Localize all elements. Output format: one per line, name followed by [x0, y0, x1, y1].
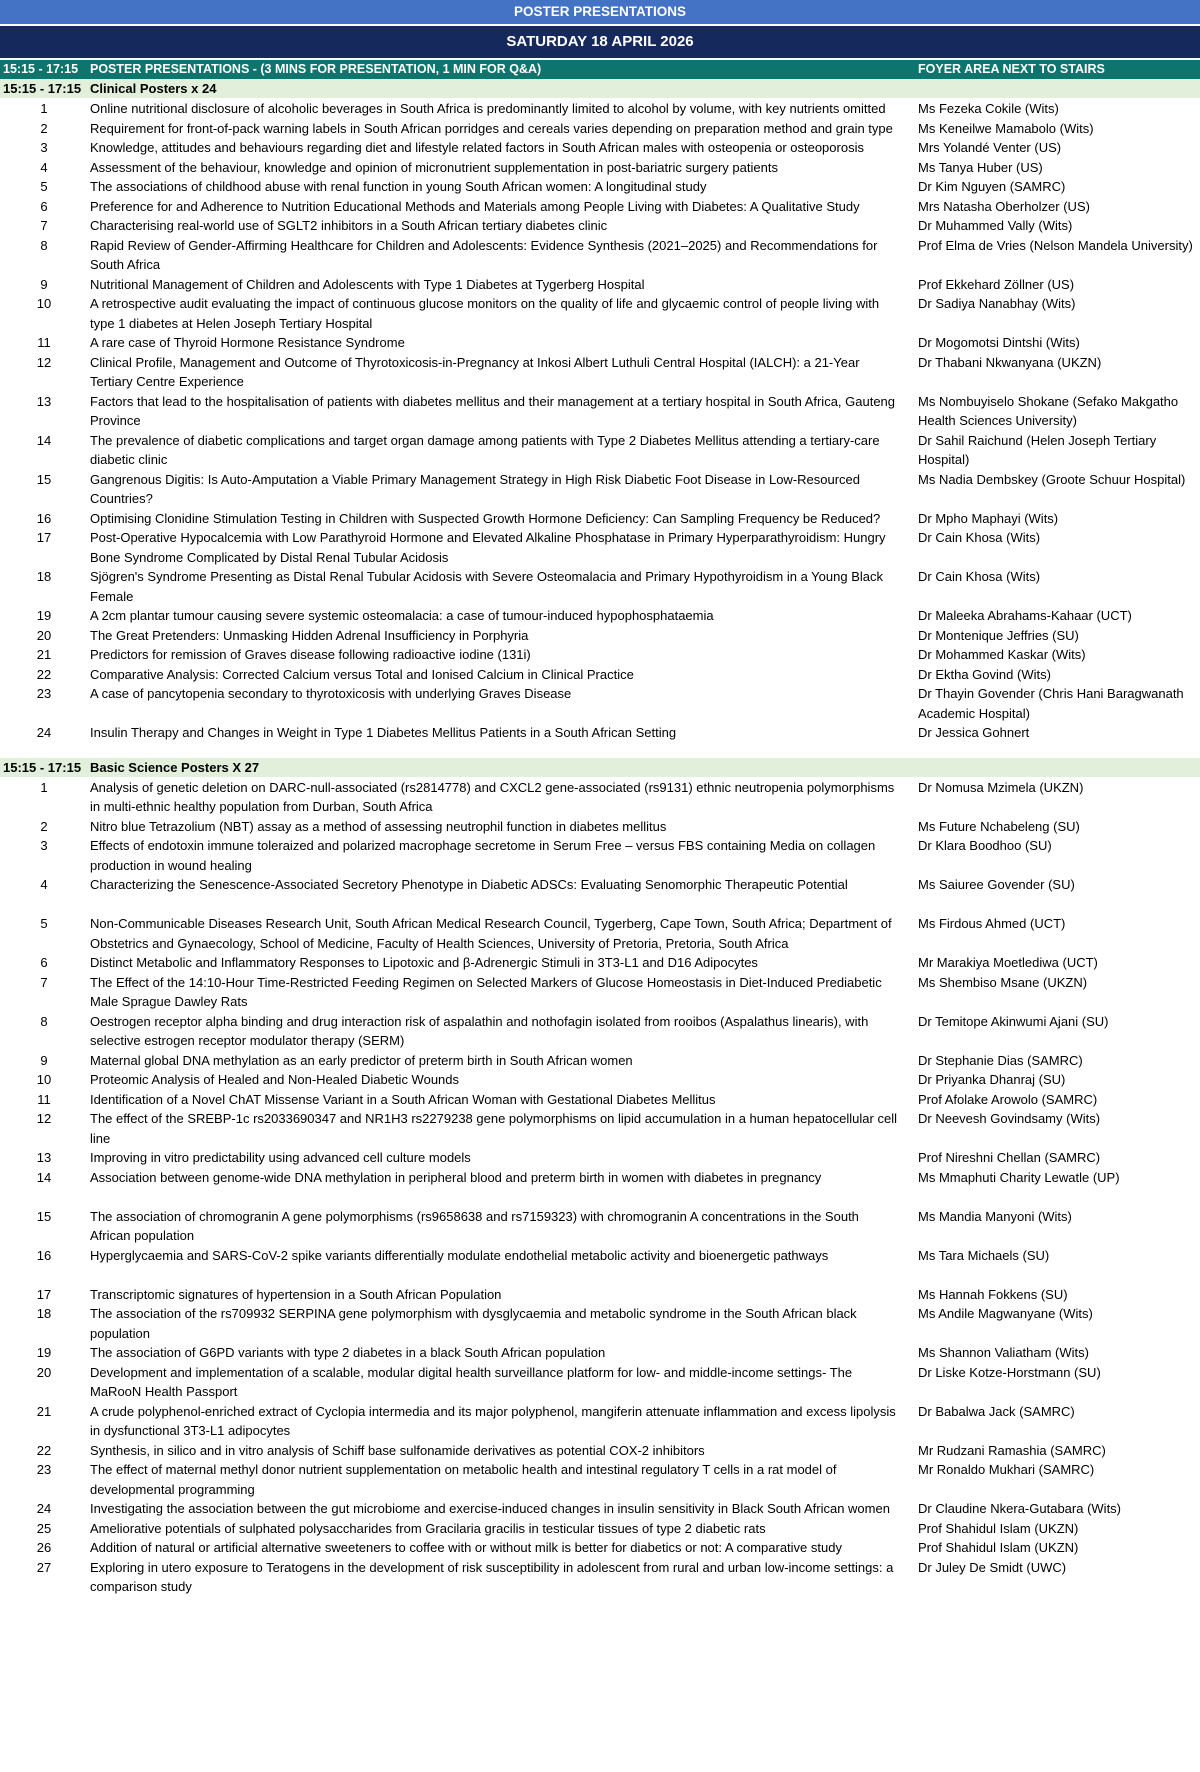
poster-row [0, 1499, 1200, 1519]
poster-row [0, 1285, 1200, 1305]
poster-row [0, 1363, 1200, 1402]
section-title: Clinical Posters x 24 [90, 81, 217, 96]
poster-title: The effect of the SREBP-1c rs2033690347 and NR1H3 rs2279238 gene polymorphisms on lipid accumulation in a human hepatocellular cell line [90, 1111, 897, 1146]
document-title-bar [0, 0, 1200, 24]
poster-row [0, 158, 1200, 178]
poster-number: 1 [40, 779, 48, 795]
poster-title: Gangrenous Digitis: Is Auto-Amputation a Viable Primary Management Strategy in High Risk Diabetic Foot Disease in Low-Resourced Countries? [90, 471, 861, 506]
poster-presenter: Ms Future Nchabeleng (SU) [918, 818, 1080, 834]
poster-number: 5 [40, 916, 48, 931]
poster-row [0, 1343, 1200, 1363]
poster-title: Maternal global DNA methylation as an early predictor of preterm birth in South African women [90, 1052, 633, 1068]
poster-presenter: Ms Mmaphuti Charity Lewatle (UP) [918, 1169, 1120, 1185]
poster-number: 1 [40, 101, 48, 116]
session-header-row [0, 58, 1200, 79]
poster-presenter: Ms Saiuree Govender (SU) [918, 877, 1075, 892]
poster-presenter: Dr Sahil Raichund (Helen Joseph Tertiary Hospital) [918, 432, 1157, 467]
poster-row [0, 177, 1200, 197]
poster-presenter: Dr Temitope Akinwumi Ajani (SU) [918, 1013, 1109, 1029]
poster-presenter: Dr Klara Boodhoo (SU) [918, 838, 1052, 853]
poster-presenter: Dr Juley De Smidt (UWC) [918, 1559, 1067, 1575]
poster-presenter: Ms Tara Michaels (SU) [918, 1247, 1050, 1263]
poster-presenter: Dr Thayin Govender (Chris Hani Baragwanath Academic Hospital) [918, 686, 1184, 721]
poster-row [0, 684, 1200, 723]
poster-title: Nutritional Management of Children and Adolescents with Type 1 Diabetes at Tygerberg Hospital [90, 276, 645, 292]
poster-number: 2 [40, 120, 48, 136]
poster-number: 24 [36, 1501, 52, 1516]
poster-presenter: Dr Babalwa Jack (SAMRC) [918, 1403, 1075, 1419]
poster-title: Sjögren's Syndrome Presenting as Distal Renal Tubular Acidosis with Severe Osteomalacia and Primary Hypothyroidism in a Young Black Female [90, 569, 883, 604]
section-clinical-posters [0, 79, 1200, 743]
poster-title: Online nutritional disclosure of alcoholic beverages in South Africa is predominantly limited to alcohol by volume, with key nutrients omitted [90, 101, 886, 116]
poster-presenter: Ms Hannah Fokkens (SU) [918, 1286, 1068, 1302]
poster-title: The association of chromogranin A gene polymorphisms (rs9658638 and rs7159323) with chromogranin A concentrations in the South African population [90, 1208, 859, 1243]
poster-title: Addition of natural or artificial alternative sweeteners to coffee with or without milk is better for diabetics or not: A comparative study [90, 1540, 842, 1555]
poster-row [0, 119, 1200, 139]
poster-title: A retrospective audit evaluating the impact of continuous glucose monitors on the quality of life and glycaemic control of people living with type 1 diabetes at Helen Joseph Tertiary Hospital [90, 296, 880, 331]
poster-number: 6 [40, 198, 48, 214]
poster-number: 26 [36, 1540, 52, 1555]
poster-row [0, 1460, 1200, 1499]
poster-row [0, 1051, 1200, 1071]
poster-title: Assessment of the behaviour, knowledge and opinion of micronutrient supplementation in post-bariatric surgery patients [90, 159, 778, 175]
poster-number: 25 [36, 1520, 52, 1536]
poster-title: Analysis of genetic deletion on DARC-null-associated (rs2814778) and CXCL2 gene-associated (rs9131) ethnic neutropenia polymorphisms in multi-ethnic healthy population from Durban, South Africa [90, 779, 895, 814]
poster-presenter: Dr Mogomotsi Dintshi (Wits) [918, 335, 1080, 350]
poster-row [0, 1441, 1200, 1461]
poster-number: 21 [36, 647, 52, 662]
poster-title: Effects of endotoxin immune toleraized and polarized macrophage secretome in Serum Free – versus FBS containing Media on collagen production in wound healing [90, 838, 876, 873]
poster-number: 7 [40, 974, 48, 990]
poster-row [0, 914, 1200, 953]
poster-row [0, 1070, 1200, 1090]
poster-number: 8 [40, 1013, 48, 1029]
poster-number: 23 [36, 686, 52, 701]
poster-presenter: Dr Ektha Govind (Wits) [918, 666, 1051, 682]
section-title: Basic Science Posters X 27 [90, 759, 260, 775]
poster-title: The effect of maternal methyl donor nutrient supplementation on metabolic health and intestinal regulatory T cells in a rat model of developmental programming [90, 1462, 837, 1497]
poster-row [0, 1246, 1200, 1266]
poster-row [0, 973, 1200, 1012]
poster-row [0, 1558, 1200, 1597]
poster-presenter: Dr Muhammed Vally (Wits) [918, 218, 1073, 233]
poster-title: Characterising real-world use of SGLT2 inhibitors in a South African tertiary diabetes clinic [90, 218, 608, 233]
poster-presenter: Ms Fezeka Cokile (Wits) [918, 101, 1059, 116]
poster-number: 17 [36, 1286, 52, 1302]
poster-row [0, 1148, 1200, 1168]
poster-number: 22 [36, 1442, 52, 1458]
poster-presenter: Prof Elma de Vries (Nelson Mandela University) [918, 237, 1193, 253]
section-header [0, 79, 1200, 98]
poster-presenter: Dr Thabani Nkwanyana (UKZN) [918, 354, 1102, 370]
poster-row [0, 294, 1200, 333]
poster-presenter: Dr Kim Nguyen (SAMRC) [918, 179, 1066, 194]
poster-number: 21 [36, 1403, 52, 1419]
poster-presenter: Mr Marakiya Moetlediwa (UCT) [918, 955, 1098, 970]
poster-row [0, 197, 1200, 217]
poster-presenter: Ms Firdous Ahmed (UCT) [918, 916, 1066, 931]
poster-row [0, 1168, 1200, 1188]
poster-row [0, 1109, 1200, 1148]
poster-number: 11 [37, 335, 51, 350]
session-location: FOYER AREA NEXT TO STAIRS [918, 62, 1105, 76]
poster-row [0, 470, 1200, 509]
poster-row [0, 875, 1200, 895]
poster-presenter: Dr Stephanie Dias (SAMRC) [918, 1052, 1083, 1068]
poster-presenter: Ms Tanya Huber (US) [918, 159, 1043, 175]
poster-number: 22 [36, 666, 52, 682]
poster-title: A rare case of Thyroid Hormone Resistance Syndrome [90, 335, 405, 350]
poster-row [0, 1519, 1200, 1539]
poster-number: 24 [36, 725, 52, 740]
poster-presenter: Ms Nadia Dembskey (Groote Schuur Hospital) [918, 471, 1186, 487]
poster-title: Characterizing the Senescence-Associated Secretory Phenotype in Diabetic ADSCs: Evaluating Senomorphic Therapeutic Potential [90, 877, 848, 892]
poster-number: 10 [36, 296, 52, 311]
poster-number: 27 [36, 1559, 52, 1575]
poster-row [0, 216, 1200, 236]
poster-title: Nitro blue Tetrazolium (NBT) assay as a method of assessing neutrophil function in diabetes mellitus [90, 818, 667, 834]
poster-row [0, 817, 1200, 837]
poster-presenter: Dr Liske Kotze-Horstmann (SU) [918, 1364, 1101, 1380]
poster-presenter: Mrs Yolandé Venter (US) [918, 140, 1062, 155]
poster-title: Optimising Clonidine Stimulation Testing in Children with Suspected Growth Hormone Deficiency: Can Sampling Frequency be Reduced? [90, 510, 881, 526]
poster-title: Investigating the association between the gut microbiome and exercise-induced changes in insulin sensitivity in Black South African women [90, 1501, 890, 1516]
poster-number: 12 [36, 354, 52, 370]
poster-row [0, 431, 1200, 470]
poster-row [0, 626, 1200, 646]
poster-row [0, 99, 1200, 119]
poster-title: Insulin Therapy and Changes in Weight in Type 1 Diabetes Mellitus Patients in a South African Setting [90, 725, 677, 740]
section-time: 15:15 - 17:15 [3, 759, 82, 775]
poster-row [0, 1207, 1200, 1246]
poster-list-clinical [0, 98, 1200, 743]
poster-number: 17 [36, 530, 52, 545]
poster-title: The prevalence of diabetic complications and target organ damage among patients with Type 2 Diabetes Mellitus attending a tertiary-care diabetic clinic [90, 432, 880, 467]
poster-title: Predictors for remission of Graves disease following radioactive iodine (131i) [90, 647, 531, 662]
poster-presenter: Prof Afolake Arowolo (SAMRC) [918, 1091, 1098, 1107]
poster-title: Hyperglycaemia and SARS-CoV-2 spike variants differentially modulate endothelial metabolic activity and bioenergetic pathways [90, 1247, 829, 1263]
poster-title: Factors that lead to the hospitalisation of patients with diabetes mellitus and their management at a tertiary hospital in South Africa, Gauteng Province [90, 393, 896, 428]
poster-presenter: Mrs Natasha Oberholzer (US) [918, 198, 1090, 214]
poster-presenter: Dr Priyanka Dhanraj (SU) [918, 1072, 1066, 1087]
poster-presenter: Prof Nireshni Chellan (SAMRC) [918, 1150, 1101, 1165]
poster-row [0, 836, 1200, 875]
poster-number: 3 [40, 140, 48, 155]
poster-number: 13 [36, 393, 52, 409]
poster-row [0, 567, 1200, 606]
poster-number: 3 [40, 838, 48, 853]
poster-row [0, 528, 1200, 567]
poster-title: Development and implementation of a scalable, modular digital health surveillance platform for low- and middle-income settings- The MaRooN Health Passport [90, 1364, 853, 1399]
poster-row [0, 333, 1200, 353]
poster-title: The Effect of the 14:10-Hour Time-Restricted Feeding Regimen on Selected Markers of Glucose Homeostasis in Diet-Induced Prediabetic Male Sprague Dawley Rats [90, 974, 882, 1009]
poster-title: A case of pancytopenia secondary to thyrotoxicosis with underlying Graves Disease [90, 686, 572, 701]
document-title: POSTER PRESENTATIONS [513, 4, 687, 19]
poster-presenter: Dr Nomusa Mzimela (UKZN) [918, 779, 1084, 795]
poster-number: 11 [37, 1091, 51, 1107]
poster-number: 18 [36, 569, 52, 584]
poster-number: 4 [40, 159, 48, 175]
poster-title: Synthesis, in silico and in vitro analysis of Schiff base sulfonamide derivatives as potential COX-2 inhibitors [90, 1442, 705, 1458]
poster-row [0, 606, 1200, 626]
poster-presenter: Dr Mpho Maphayi (Wits) [918, 510, 1059, 526]
section-time: 15:15 - 17:15 [3, 81, 82, 96]
poster-number: 14 [36, 432, 52, 448]
poster-presenter: Dr Mohammed Kaskar (Wits) [918, 647, 1086, 662]
poster-title: Post-Operative Hypocalcemia with Low Parathyroid Hormone and Elevated Alkaline Phosphatase in Primary Hyperparathyroidism: Hungry Bone Syndrome Complicated by Distal Renal Tubular Acidosis [90, 530, 886, 565]
poster-row [0, 275, 1200, 295]
poster-number: 7 [40, 218, 48, 233]
poster-title: Clinical Profile, Management and Outcome of Thyrotoxicosis-in-Pregnancy at Inkosi Albert Luthuli Central Hospital (IALCH): a 21-Year Tertiary Centre Experience [90, 354, 860, 389]
poster-presenter: Dr Sadiya Nanabhay (Wits) [918, 296, 1076, 311]
poster-number: 23 [36, 1462, 52, 1477]
poster-presenter: Dr Jessica Gohnert [918, 725, 1030, 740]
poster-row [0, 1304, 1200, 1343]
poster-number: 15 [36, 471, 52, 487]
poster-row [0, 353, 1200, 392]
poster-row [0, 1538, 1200, 1558]
poster-title: Proteomic Analysis of Healed and Non-Healed Diabetic Wounds [90, 1072, 460, 1087]
poster-presenter: Dr Claudine Nkera-Gutabara (Wits) [918, 1501, 1122, 1516]
poster-presenter: Ms Nombuyiselo Shokane (Sefako Makgatho Health Sciences University) [918, 393, 1179, 428]
poster-row [0, 723, 1200, 743]
poster-presenter: Dr Cain Khosa (Wits) [918, 569, 1041, 584]
section-header [0, 758, 1200, 777]
poster-presenter: Ms Keneilwe Mamabolo (Wits) [918, 120, 1094, 136]
poster-number: 2 [40, 818, 48, 834]
poster-number: 5 [40, 179, 48, 194]
poster-number: 14 [36, 1169, 52, 1185]
poster-number: 4 [40, 877, 48, 892]
poster-number: 16 [36, 1247, 52, 1263]
poster-number: 19 [36, 608, 52, 623]
poster-number: 10 [36, 1072, 52, 1087]
poster-title: Improving in vitro predictability using advanced cell culture models [90, 1150, 471, 1165]
poster-presenter: Dr Cain Khosa (Wits) [918, 530, 1041, 545]
poster-title: The Great Pretenders: Unmasking Hidden Adrenal Insufficiency in Porphyria [90, 627, 529, 643]
poster-number: 16 [36, 510, 52, 526]
poster-title: A crude polyphenol-enriched extract of Cyclopia intermedia and its major polyphenol, mangiferin attenuate inflammation and excess lipolysis in dysfunctional 3T3-L1 adipocytes [90, 1403, 896, 1438]
poster-number: 15 [36, 1208, 52, 1224]
poster-title: Preference for and Adherence to Nutrition Educational Methods and Materials among People Living with Diabetes: A Qualitative Study [90, 198, 860, 214]
poster-number: 6 [40, 955, 48, 970]
poster-title: The associations of childhood abuse with renal function in young South African women: A longitudinal study [90, 179, 707, 194]
poster-presenter: Mr Ronaldo Mukhari (SAMRC) [918, 1462, 1095, 1477]
poster-row [0, 138, 1200, 158]
poster-presenter: Dr Maleeka Abrahams-Kahaar (UCT) [918, 608, 1132, 623]
section-basic-science-posters [0, 758, 1200, 1597]
poster-title: Association between genome-wide DNA methylation in peripheral blood and preterm birth in women with diabetes in pregnancy [90, 1169, 822, 1185]
poster-row [0, 1090, 1200, 1110]
poster-row [0, 1012, 1200, 1051]
poster-presenter: Mr Rudzani Ramashia (SAMRC) [918, 1442, 1106, 1458]
poster-row [0, 645, 1200, 665]
poster-presenter: Dr Neevesh Govindsamy (Wits) [918, 1111, 1101, 1126]
poster-title: Oestrogen receptor alpha binding and drug interaction risk of aspalathin and nothofagin isolated from rooibos (Aspalathus linearis), with selective estrogen receptor modulator therapy (SERM) [90, 1013, 869, 1048]
poster-presenter: Prof Ekkehard Zöllner (US) [918, 276, 1075, 292]
poster-number: 13 [36, 1150, 52, 1165]
poster-title: Rapid Review of Gender-Affirming Healthcare for Children and Adolescents: Evidence Synthesis (2021–2025) and Recommendations for South Africa [90, 237, 878, 272]
poster-title: Transcriptomic signatures of hypertension in a South African Population [90, 1286, 502, 1302]
poster-title: Distinct Metabolic and Inflammatory Responses to Lipotoxic and β-Adrenergic Stimuli in 3T3-L1 and D16 Adipocytes [90, 955, 758, 970]
poster-title: Identification of a Novel ChAT Missense Variant in a South African Woman with Gestational Diabetes Mellitus [90, 1091, 716, 1107]
poster-number: 9 [40, 276, 48, 292]
poster-title: Knowledge, attitudes and behaviours regarding diet and lifestyle related factors in South African males with osteopenia or osteoporosis [90, 140, 864, 155]
poster-row [0, 778, 1200, 817]
poster-row [0, 236, 1200, 275]
poster-title: Exploring in utero exposure to Teratogens in the development of risk susceptibility in adolescent from rural and urban low-income settings: a comparison study [90, 1559, 894, 1594]
poster-number: 8 [40, 237, 48, 253]
poster-row [0, 509, 1200, 529]
poster-presenter: Dr Montenique Jeffries (SU) [918, 627, 1079, 643]
poster-title: Non-Communicable Diseases Research Unit, South African Medical Research Council, Tygerberg, Cape Town, South Africa; Department of Obstetrics and Gynaecology, School of Medicine, Faculty of Health Sciences, University of Pretoria, Pretoria, South Africa [90, 916, 892, 951]
poster-title: Requirement for front-of-pack warning labels in South African porridges and cereals varies depending on preparation method and grain type [90, 120, 893, 136]
poster-title: The association of the rs709932 SERPINA gene polymorphism with dysglycaemia and metabolic syndrome in the South African black population [90, 1306, 857, 1341]
poster-number: 19 [36, 1345, 52, 1360]
poster-title: Ameliorative potentials of sulphated polysaccharides from Gracilaria gracilis in testicular tissues of type 2 diabetic rats [90, 1520, 766, 1536]
poster-title: A 2cm plantar tumour causing severe systemic osteomalacia: a case of tumour-induced hypophosphataemia [90, 608, 714, 623]
poster-row [0, 953, 1200, 973]
poster-number: 18 [36, 1306, 52, 1321]
poster-title: The association of G6PD variants with type 2 diabetes in a black South African population [90, 1345, 606, 1360]
poster-presenter: Ms Shannon Valiatham (Wits) [918, 1345, 1089, 1360]
poster-presenter: Ms Shembiso Msane (UKZN) [918, 974, 1088, 990]
poster-row [0, 392, 1200, 431]
session-label: POSTER PRESENTATIONS - (3 MINS FOR PRESENTATION, 1 MIN FOR Q&A) [90, 62, 542, 76]
poster-number: 20 [36, 1364, 52, 1380]
poster-presenter: Ms Mandia Manyoni (Wits) [918, 1208, 1072, 1224]
session-time: 15:15 - 17:15 [3, 62, 79, 76]
poster-title: Comparative Analysis: Corrected Calcium versus Total and Ionised Calcium in Clinical Practice [90, 666, 634, 682]
poster-list-basic-science [0, 777, 1200, 1597]
poster-row [0, 665, 1200, 685]
date-label: SATURDAY 18 APRIL 2026 [506, 33, 694, 50]
poster-number: 9 [40, 1052, 48, 1068]
poster-number: 12 [36, 1111, 52, 1126]
poster-row [0, 1402, 1200, 1441]
poster-presenter: Prof Shahidul Islam (UKZN) [918, 1540, 1079, 1555]
date-bar [0, 24, 1200, 58]
poster-presenter: Prof Shahidul Islam (UKZN) [918, 1520, 1079, 1536]
poster-presenter: Ms Andile Magwanyane (Wits) [918, 1306, 1093, 1321]
poster-number: 20 [36, 627, 52, 643]
